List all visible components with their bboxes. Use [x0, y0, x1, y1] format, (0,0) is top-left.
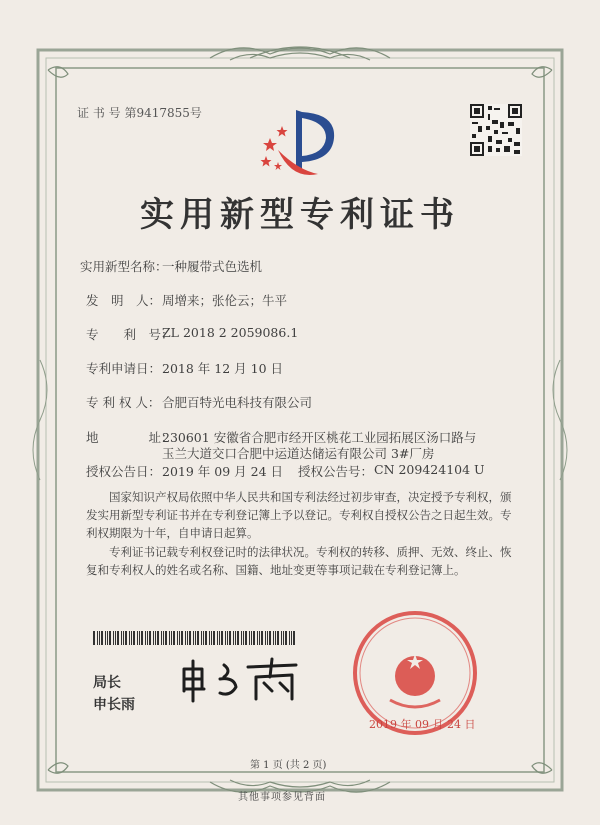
name-value: 一种履带式色选机	[162, 259, 263, 274]
grant-number-label: 授权公告号：	[298, 464, 374, 479]
name-label: 实用新型名称：	[80, 259, 168, 274]
qr-code	[470, 104, 522, 156]
address-label: 地 址：	[86, 430, 174, 445]
grant-statement-paragraph: 国家知识产权局依照中华人民共和国专利法经过初步审查，决定授予专利权，颁发实用新型专利证书并在专利登记簿上予以登记。专利权自授权公告之日起生效。专利权期限为十年，自申请日起算。	[86, 490, 512, 540]
grant-number-value: CN 209424104 U	[374, 462, 485, 477]
patentee-label: 专 利 权 人：	[86, 395, 161, 410]
grant-date-label: 授权公告日：	[86, 464, 162, 479]
seal-date: 2019 年 09 月 24 日	[369, 718, 476, 731]
certificate-number-label: 证 书 号	[77, 106, 121, 120]
grant-date-value: 2019 年 09 月 24 日	[162, 464, 283, 479]
inventor-label: 发 明 人：	[86, 293, 162, 308]
certificate-number	[77, 104, 202, 121]
filing-date-label: 专利申请日：	[86, 361, 162, 376]
barcode	[93, 631, 298, 645]
inventor-value: 周增来；张伦云；牛平	[162, 293, 288, 308]
director-title: 局长	[93, 675, 121, 691]
handwritten-signature	[176, 655, 306, 705]
certificate-number-value: 第9417855号	[124, 106, 202, 120]
patent-office-logo	[256, 100, 348, 180]
page-indicator: 第 1 页 (共 2 页)	[250, 760, 327, 771]
legal-status-paragraph: 专利证书记载专利权登记时的法律状况。专利权的转移、质押、无效、终止、恢复和专利权人的姓名或名称、国籍、地址变更等事项记载在专利登记簿上。	[86, 545, 512, 577]
footer-note: 其他事项参见背面	[238, 792, 326, 803]
patent-number-label: 专 利 号：	[86, 327, 174, 342]
filing-date-value: 2018 年 12 月 10 日	[162, 361, 283, 376]
address-line1: 230601 安徽省合肥市经开区桃花工业园拓展区汤口路与	[162, 430, 477, 445]
patentee-value: 合肥百特光电科技有限公司	[162, 395, 313, 410]
director-name: 申长雨	[93, 697, 135, 713]
patent-number-value: ZL 2018 2 2059086.1	[162, 325, 299, 340]
certificate-title: 实用新型专利证书	[140, 195, 460, 235]
address-line2: 玉兰大道交口合肥中运道达储运有限公司 3#厂房	[162, 446, 435, 461]
